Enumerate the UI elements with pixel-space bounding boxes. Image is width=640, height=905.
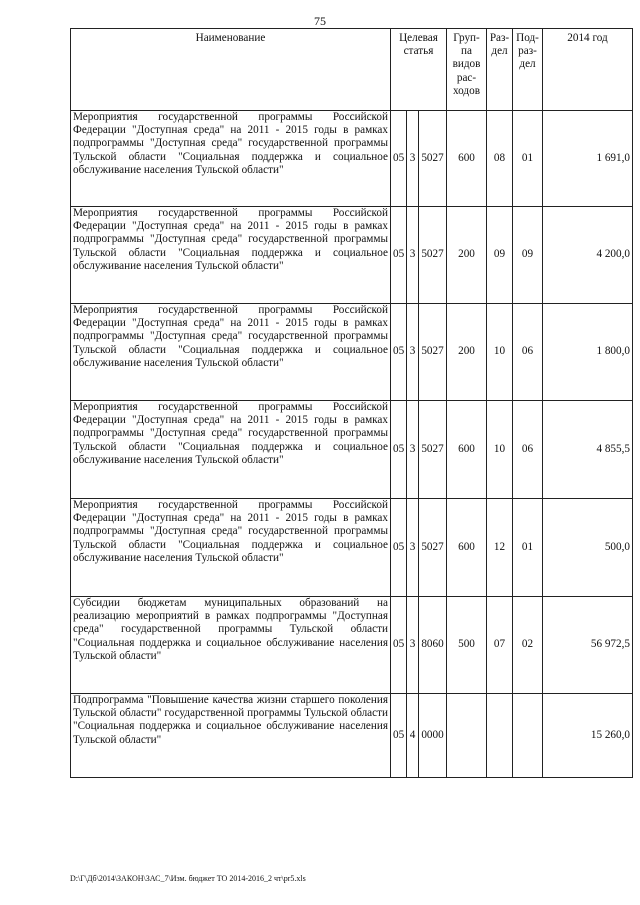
row-subsection: 01 bbox=[513, 499, 543, 597]
row-section bbox=[487, 694, 513, 778]
row-section: 07 bbox=[487, 597, 513, 694]
header-target-article: Целевая статья bbox=[391, 29, 447, 111]
row-target-code: 5027 bbox=[419, 207, 447, 304]
file-path-footer: D:\Г\Дб\2014\ЗАКОН\ЗАС_7\Изм. бюджет ТО 2014-2016_2 чт\pr5.xls bbox=[70, 874, 306, 883]
row-target-program: 05 bbox=[391, 401, 407, 499]
row-subsection: 01 bbox=[513, 111, 543, 207]
row-expense-group: 500 bbox=[447, 597, 487, 694]
table-row bbox=[71, 694, 633, 778]
header-name: Наименование bbox=[71, 29, 391, 111]
row-expense-group: 200 bbox=[447, 304, 487, 401]
row-name: Субсидии бюджетам муниципальных образований на реализацию мероприятий в рамках подпрограммы "Доступная среда" государственной программы Тульской области "Социальная поддержка и социальное обслуживание населения Тульской области" bbox=[71, 597, 391, 694]
row-section: 10 bbox=[487, 401, 513, 499]
row-amount: 500,0 bbox=[543, 499, 633, 597]
row-target-code: 5027 bbox=[419, 401, 447, 499]
row-expense-group: 600 bbox=[447, 499, 487, 597]
row-target-subprogram: 3 bbox=[407, 304, 419, 401]
row-expense-group: 600 bbox=[447, 111, 487, 207]
row-target-program: 05 bbox=[391, 694, 407, 778]
row-amount: 1 691,0 bbox=[543, 111, 633, 207]
row-subsection: 06 bbox=[513, 304, 543, 401]
table-row bbox=[71, 499, 633, 597]
page-number: 75 bbox=[314, 14, 326, 28]
row-target-code: 0000 bbox=[419, 694, 447, 778]
row-target-subprogram: 3 bbox=[407, 401, 419, 499]
table-row bbox=[71, 304, 633, 401]
row-name: Подпрограмма "Повышение качества жизни старшего поколения Тульской области" государственной программы Тульской области "Социальная поддержка и социальное обслуживание населения Тульской области" bbox=[71, 694, 391, 778]
row-target-code: 8060 bbox=[419, 597, 447, 694]
budget-table bbox=[70, 28, 633, 778]
row-name: Мероприятия государственной программы Российской Федерации "Доступная среда" на 2011 - 2015 годы в рамках подпрограммы "Доступная среда" государственной программы Тульской области "Социальная поддержка и социальное обслуживание населения Тульской области" bbox=[71, 304, 391, 401]
row-target-program: 05 bbox=[391, 304, 407, 401]
row-expense-group bbox=[447, 694, 487, 778]
row-target-program: 05 bbox=[391, 597, 407, 694]
row-name: Мероприятия государственной программы Российской Федерации "Доступная среда" на 2011 - 2015 годы в рамках подпрограммы "Доступная среда" государственной программы Тульской области "Социальная поддержка и социальное обслуживание населения Тульской области" bbox=[71, 111, 391, 207]
table-row bbox=[71, 597, 633, 694]
row-name: Мероприятия государственной программы Российской Федерации "Доступная среда" на 2011 - 2015 годы в рамках подпрограммы "Доступная среда" государственной программы Тульской области "Социальная поддержка и социальное обслуживание населения Тульской области" bbox=[71, 207, 391, 304]
row-section: 12 bbox=[487, 499, 513, 597]
row-section: 08 bbox=[487, 111, 513, 207]
row-target-code: 5027 bbox=[419, 304, 447, 401]
header-subsection: Под- раз- дел bbox=[513, 29, 543, 111]
row-expense-group: 600 bbox=[447, 401, 487, 499]
row-target-subprogram: 3 bbox=[407, 207, 419, 304]
row-target-subprogram: 3 bbox=[407, 111, 419, 207]
row-amount: 56 972,5 bbox=[543, 597, 633, 694]
row-target-program: 05 bbox=[391, 207, 407, 304]
row-expense-group: 200 bbox=[447, 207, 487, 304]
table-row bbox=[71, 401, 633, 499]
row-amount: 4 200,0 bbox=[543, 207, 633, 304]
row-target-subprogram: 3 bbox=[407, 499, 419, 597]
row-target-program: 05 bbox=[391, 499, 407, 597]
header-row bbox=[71, 29, 633, 111]
row-target-code: 5027 bbox=[419, 499, 447, 597]
row-subsection: 02 bbox=[513, 597, 543, 694]
row-target-program: 05 bbox=[391, 111, 407, 207]
row-target-subprogram: 4 bbox=[407, 694, 419, 778]
row-section: 10 bbox=[487, 304, 513, 401]
row-name: Мероприятия государственной программы Российской Федерации "Доступная среда" на 2011 - 2015 годы в рамках подпрограммы "Доступная среда" государственной программы Тульской области "Социальная поддержка и социальное обслуживание населения Тульской области" bbox=[71, 499, 391, 597]
row-subsection bbox=[513, 694, 543, 778]
row-amount: 15 260,0 bbox=[543, 694, 633, 778]
row-amount: 1 800,0 bbox=[543, 304, 633, 401]
header-expense-group: Груп- па видов рас- ходов bbox=[447, 29, 487, 111]
header-section: Раз- дел bbox=[487, 29, 513, 111]
row-name: Мероприятия государственной программы Российской Федерации "Доступная среда" на 2011 - 2015 годы в рамках подпрограммы "Доступная среда" государственной программы Тульской области "Социальная поддержка и социальное обслуживание населения Тульской области" bbox=[71, 401, 391, 499]
row-amount: 4 855,5 bbox=[543, 401, 633, 499]
header-year: 2014 год bbox=[543, 29, 633, 111]
row-subsection: 09 bbox=[513, 207, 543, 304]
row-target-subprogram: 3 bbox=[407, 597, 419, 694]
table-row bbox=[71, 207, 633, 304]
row-section: 09 bbox=[487, 207, 513, 304]
table-row bbox=[71, 111, 633, 207]
row-subsection: 06 bbox=[513, 401, 543, 499]
row-target-code: 5027 bbox=[419, 111, 447, 207]
